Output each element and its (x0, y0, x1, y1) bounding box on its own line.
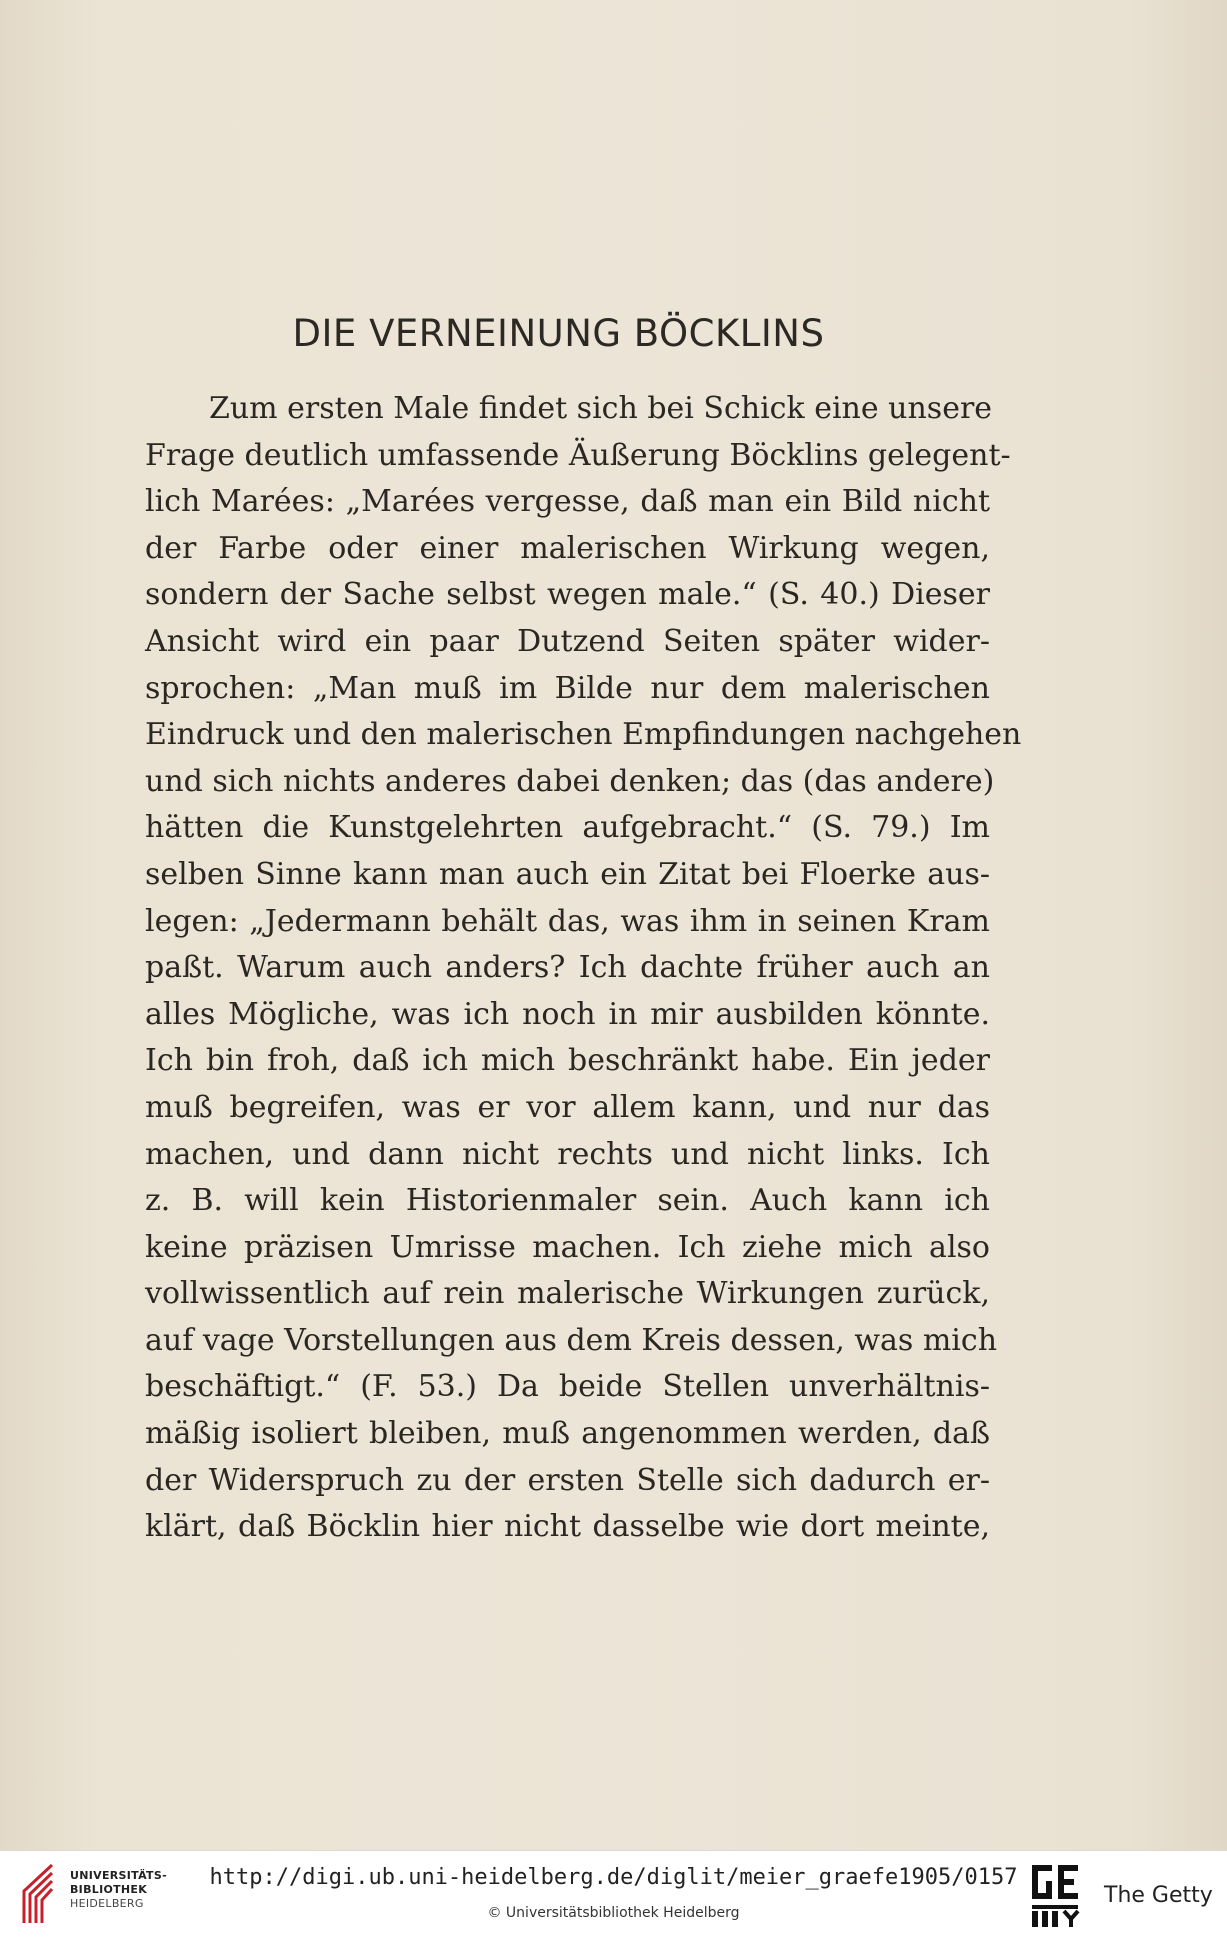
text-line: Zum ersten Male findet sich bei Schick eine unsere (209, 391, 993, 426)
text-line: vollwissentlich auf rein malerische Wirkungen zurück, (145, 1276, 990, 1312)
text-line: und sich nichts anderes dabei denken; das (das andere) (145, 763, 995, 799)
text-line: Ich bin froh, daß ich mich beschränkt habe. Ein jeder (145, 1043, 990, 1079)
text-line: Eindruck und den malerischen Empfindungen nachgehen (145, 717, 1022, 753)
text-line: muß begreifen, was er vor allem kann, und nur das (145, 1089, 990, 1125)
text-line: sondern der Sache selbst wegen male.“ (S. 40.) Dieser (145, 577, 990, 613)
text-line: hätten die Kunstgelehrten aufgebracht.“ (S. 79.) Im (145, 810, 990, 846)
library-line1: UNIVERSITÄTS- (70, 1869, 167, 1882)
text-line: mäßig isoliert bleiben, muß angenommen werden, daß (145, 1416, 990, 1452)
body-text (145, 386, 1022, 1551)
text-line: lich Marées: „Marées vergesse, daß man ein Bild nicht (145, 484, 990, 520)
getty-wordmark: The Getty (1104, 1883, 1213, 1908)
permalink-url[interactable]: http://digi.ub.uni-heidelberg.de/diglit/meier_graefe1905/0157 (209, 1865, 1018, 1890)
text-line: z. B. will kein Historienmaler sein. Auch kann ich (145, 1183, 990, 1219)
text-line: alles Mögliche, was ich noch in mir ausbilden könnte. (145, 996, 990, 1032)
footer-bar (0, 1850, 1227, 1940)
copyright-notice: © Universitätsbibliothek Heidelberg (487, 1905, 740, 1921)
text-line: selben Sinne kann man auch ein Zitat bei Floerke aus- (145, 856, 990, 892)
text-line: klärt, daß Böcklin hier nicht dasselbe wie dort meinte, (145, 1509, 990, 1545)
text-line: beschäftigt.“ (F. 53.) Da beide Stellen unverhältnis- (145, 1369, 990, 1405)
text-line: der Farbe oder einer malerischen Wirkung wegen, (145, 530, 990, 566)
text-line: der Widerspruch zu der ersten Stelle sich dadurch er- (145, 1462, 990, 1498)
text-line: legen: „Jedermann behält das, was ihm in seinen Kram (145, 903, 990, 939)
text-line: Ansicht wird ein paar Dutzend Seiten später wider- (145, 623, 990, 659)
library-line2: BIBLIOTHEK (70, 1883, 148, 1896)
text-line: machen, und dann nicht rechts und nicht links. Ich (145, 1136, 990, 1172)
text-line: auf vage Vorstellungen aus dem Kreis dessen, was mich (145, 1322, 998, 1358)
chapter-title: DIE VERNEINUNG BÖCKLINS (292, 312, 825, 355)
text-line: keine präzisen Umrisse machen. Ich ziehe mich also (145, 1229, 990, 1265)
library-line3: HEIDELBERG (70, 1897, 144, 1910)
text-line: Frage deutlich umfassende Äußerung Böcklins gelegent- (145, 437, 1011, 473)
text-line: sprochen: „Man muß im Bilde nur dem malerischen (145, 670, 990, 706)
getty-logo-icon (1030, 1861, 1086, 1929)
text-line: paßt. Warum auch anders? Ich dachte früher auch an (145, 950, 990, 986)
